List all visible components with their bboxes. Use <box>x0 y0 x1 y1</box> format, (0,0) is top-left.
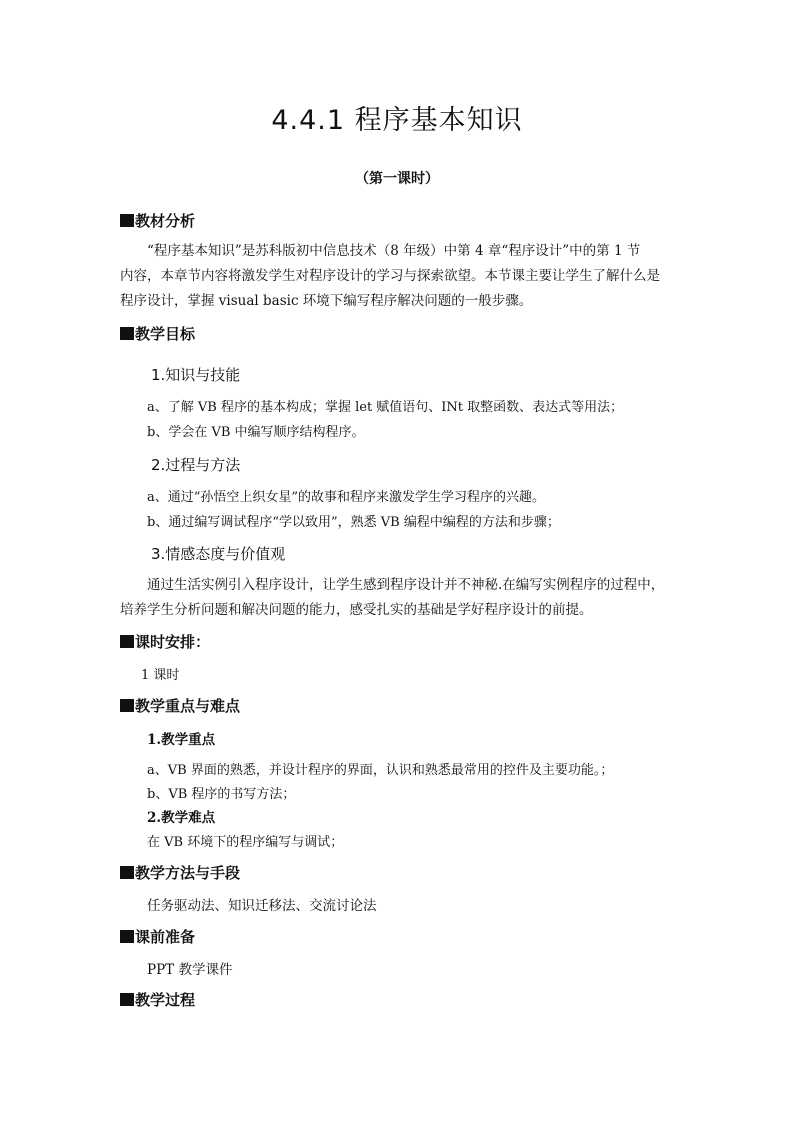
square-bullet-icon <box>120 699 134 712</box>
schedule-text: 1 课时 <box>141 668 180 683</box>
paragraph-line: 内容，本章节内容将激发学生对程序设计的学习与探索欲望。本节课主要让学生了解什么是 <box>120 268 660 284</box>
section-heading-methods: 教学方法与手段 <box>120 862 240 883</box>
square-bullet-icon <box>120 327 134 340</box>
list-item: b、通过编写调试程序“学以致用”，熟悉 VB 编程中编程的方法和步骤； <box>147 515 560 530</box>
square-bullet-icon <box>120 993 134 1006</box>
list-item: a、了解 VB 程序的基本构成；掌握 let 赋值语句、INt 取整函数、表达式等用法； <box>147 400 624 415</box>
difficulty-title: 2.教学难点 <box>147 810 216 826</box>
paragraph-line: 培养学生分析问题和解决问题的能力，感受扎实的基础是学好程序设计的前提。 <box>120 602 593 618</box>
square-bullet-icon <box>120 930 134 943</box>
section-heading-materials: 教材分析 <box>120 210 195 231</box>
square-bullet-icon <box>120 635 134 648</box>
list-item: a、通过“孙悟空上织女星”的故事和程序来激发学生学习程序的兴趣。 <box>147 490 546 505</box>
square-bullet-icon <box>120 214 134 227</box>
section-heading-prep: 课前准备 <box>120 926 195 947</box>
process-methods-title: 2.过程与方法 <box>151 456 241 474</box>
attitude-values-title: 3.情感态度与价值观 <box>151 545 286 563</box>
prep-text: PPT 教学课件 <box>147 962 233 978</box>
section-heading-schedule: 课时安排： <box>120 631 210 652</box>
square-bullet-icon <box>120 866 134 879</box>
difficulty-text: 在 VB 环境下的程序编写与调试； <box>147 835 344 850</box>
methods-text: 任务驱动法、知识迁移法、交流讨论法 <box>147 898 377 914</box>
materials-paragraph <box>120 239 676 314</box>
paragraph-line: 程序设计，掌握 visual basic 环境下编写程序解决问题的一般步骤。 <box>120 293 533 309</box>
section-heading-process: 教学过程 <box>120 989 195 1010</box>
document-title: 4.4.1 程序基本知识 <box>271 105 523 136</box>
paragraph-line: 通过生活实例引入程序设计，让学生感到程序设计并不神秘.在编写实例程序的过程中， <box>147 577 665 593</box>
section-heading-goals: 教学目标 <box>120 323 195 344</box>
attitude-paragraph <box>120 573 676 623</box>
list-item: b、VB 程序的书写方法； <box>147 787 296 802</box>
list-item: b、学会在 VB 中编写顺序结构程序。 <box>147 425 365 440</box>
section-heading-key-points: 教学重点与难点 <box>120 695 240 716</box>
list-item: a、VB 界面的熟悉，并设计程序的界面，认识和熟悉最常用的控件及主要功能。； <box>147 763 614 778</box>
knowledge-skills-title: 1.知识与技能 <box>151 366 241 384</box>
document-subtitle: （第一课时） <box>355 171 439 187</box>
focus-title: 1.教学重点 <box>147 732 216 748</box>
paragraph-line: “程序基本知识”是苏科版初中信息技术（8 年级）中第 4 章“程序设计”中的第 1 节 <box>147 243 641 259</box>
